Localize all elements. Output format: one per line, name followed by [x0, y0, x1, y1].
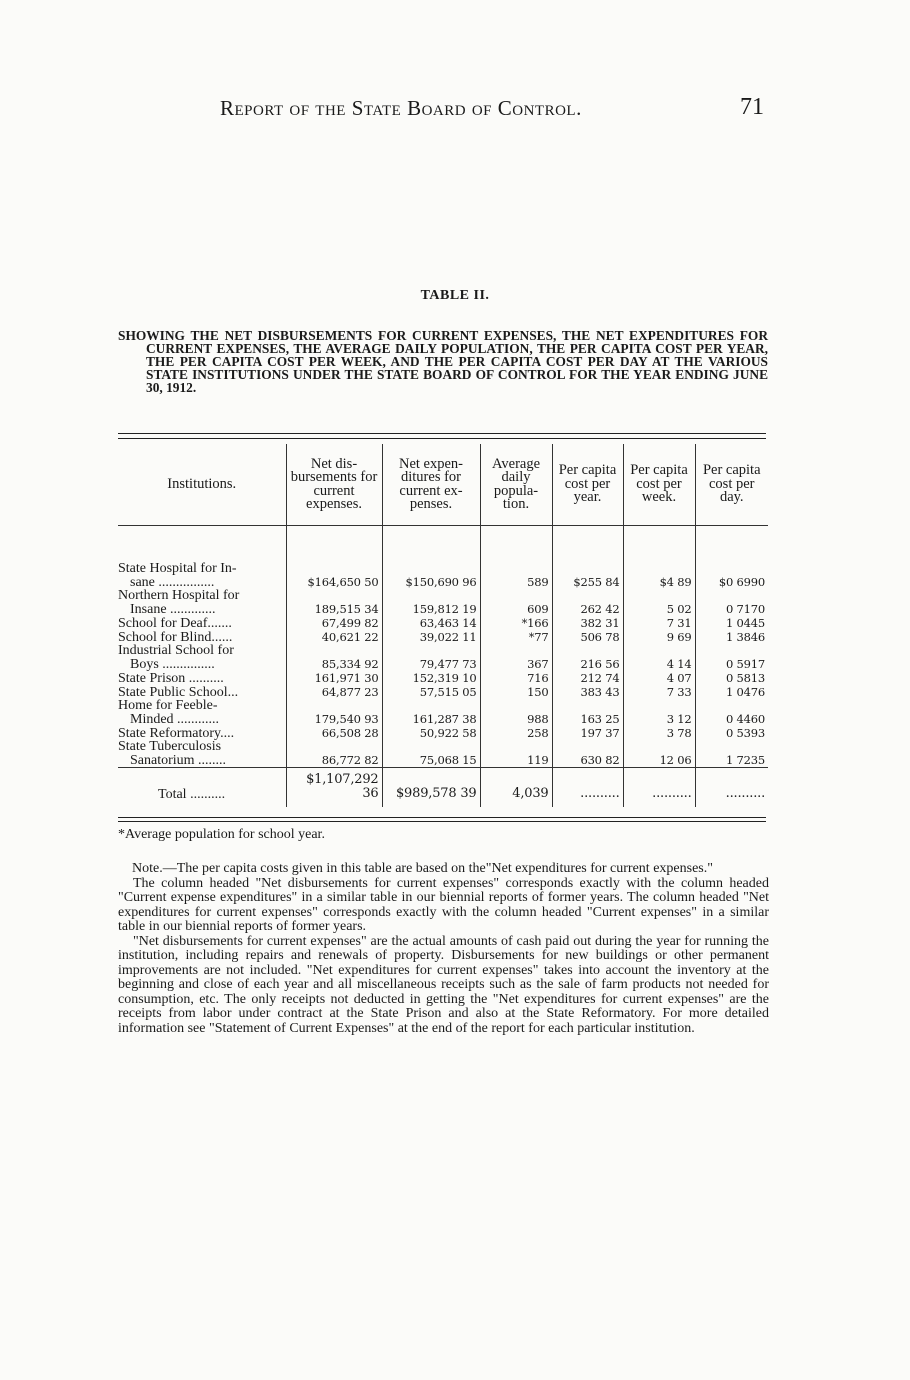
institution-name-line: State Prison ..........: [118, 670, 224, 686]
per-capita-day-cell: 0 5393: [725, 726, 765, 740]
col-header-institutions: Institutions.: [118, 444, 286, 526]
col-header-per-day: Per capita cost per day.: [695, 444, 768, 526]
per-capita-week-cell: 7 31: [623, 616, 695, 630]
net-disbursements-cell: 67,499 82: [286, 616, 382, 630]
per-capita-week-cell: 12 06: [623, 740, 695, 768]
total-expenditures: $989,578 39: [382, 768, 480, 808]
table-row: [118, 616, 768, 630]
institution-name-line: State Hospital for In-: [118, 561, 237, 576]
per-capita-week-cell: $4 89: [623, 562, 695, 589]
institution-name-line: State Public School...: [118, 684, 239, 700]
avg-population-cell: *166: [480, 616, 552, 630]
net-disbursements-cell: $164,650 50: [286, 562, 382, 589]
per-capita-year-cell: $255 84: [552, 562, 623, 589]
institution-name: [118, 740, 286, 768]
institution-name-line: State Reformatory....: [118, 725, 235, 741]
per-capita-day-cell: 0 7170: [725, 602, 765, 616]
table-row: [118, 644, 768, 671]
per-capita-year-cell: 630 82: [552, 740, 623, 768]
total-population: 4,039: [480, 768, 552, 808]
institution-name: [118, 630, 286, 644]
total-per-week: ..........: [623, 768, 695, 808]
institution-name: [118, 699, 286, 726]
net-disbursements-cell: 85,334 92: [286, 644, 382, 671]
per-capita-day-cell: 1 7235: [725, 753, 765, 767]
institution-name: [118, 589, 286, 616]
table-row: [118, 726, 768, 740]
net-expenditures-cell: 57,515 05: [382, 685, 480, 699]
per-capita-year-cell: 212 74: [552, 671, 623, 685]
institution-name-line: Northern Hospital for: [118, 588, 240, 603]
net-disbursements-cell: 161,971 30: [286, 671, 382, 685]
table-row: [118, 740, 768, 768]
table-row: [118, 630, 768, 644]
running-title: Report of the State Board of Control.: [220, 96, 582, 120]
net-expenditures-cell: 79,477 73: [382, 644, 480, 671]
institution-name-line: School for Deaf.......: [118, 615, 232, 631]
note-paragraph: The column headed "Net disbursements for current expenses" corresponds exactly with the column headed "Current expense expenditures" in a similar table in our biennial reports of former years. The column headed "Net expenditures for current expenses" corresponds exactly with the column headed "Current expenses" in a similar table in our biennial reports of former years.: [118, 875, 769, 934]
expense-table: [118, 444, 768, 807]
institution-name: [118, 685, 286, 699]
top-rule-2: [118, 438, 766, 439]
net-disbursements-cell: 66,508 28: [286, 726, 382, 740]
per-capita-year-cell: 216 56: [552, 644, 623, 671]
table-row: [118, 685, 768, 699]
avg-population-cell: 589: [480, 562, 552, 589]
table-row: [118, 589, 768, 616]
avg-population-cell: 150: [480, 685, 552, 699]
net-disbursements-cell: 179,540 93: [286, 699, 382, 726]
per-capita-year-cell: 163 25: [552, 699, 623, 726]
per-capita-day-cell: 0 4460: [725, 712, 765, 726]
note-paragraph: "Net disbursements for current expenses" are the actual amounts of cash paid out during the year for running the institution, including repairs and renewals of property. Disbursements for new buildings or other permanent improvements are not included. "Net expenditures for current expenses" takes into account the inventory at the beginning and close of each year and all miscellaneous receipts such as the sale of farm products not needed for consumption, etc. The only receipts not deducted in getting the "Net expenditures for current expenses" are the receipts from labor under contract at the State Prison and also at the State Reformatory. For more detailed information see "Statement of Current Expenses" at the end of the report for each particular institution.: [118, 933, 769, 1036]
note-paragraph: Note.—The per capita costs given in this table are based on the"Net expenditures for current expenses.": [132, 861, 713, 876]
bottom-rule-2: [118, 821, 766, 822]
avg-population-cell: 988: [480, 699, 552, 726]
per-capita-week-cell: 3 12: [623, 699, 695, 726]
institution-name-line: Insane .............: [130, 601, 216, 617]
per-capita-week-cell: 3 78: [623, 726, 695, 740]
avg-population-cell: 609: [480, 589, 552, 616]
avg-population-cell: 119: [480, 740, 552, 768]
institution-name-line: School for Blind......: [118, 629, 233, 645]
institution-name-line: Boys ...............: [130, 656, 215, 672]
col-header-disbursements: Net dis-bursements for current expenses.: [286, 444, 382, 526]
table-body: [118, 526, 768, 768]
bottom-rule-1: [118, 817, 766, 818]
caption-text: SHOWING THE NET DISBURSEMENTS FOR CURRENT EXPENSES, THE NET EXPENDITURES FOR CURRENT EXPENSES, THE AVERAGE DAILY POPULATION, THE PER CAPITA COST PER YEAR, THE PER CAPITA COST PER WEEK, AND THE PER CAPITA COST PER DAY AT THE VARIOUS STATE INSTITUTIONS UNDER THE STATE BOARD OF CONTROL FOR THE YEAR ENDING JUNE 30, 1912.: [118, 328, 768, 395]
institution-name-line: State Tuberculosis: [118, 739, 222, 754]
total-per-year: ..........: [552, 768, 623, 808]
avg-population-cell: *77: [480, 630, 552, 644]
per-capita-year-cell: 197 37: [552, 726, 623, 740]
per-capita-week-cell: 9 69: [623, 630, 695, 644]
table-row: [118, 562, 768, 589]
col-header-population: Average daily popula-tion.: [480, 444, 552, 526]
per-capita-year-cell: 382 31: [552, 616, 623, 630]
institution-name-line: sane ................: [130, 574, 215, 590]
total-row: [118, 768, 768, 808]
col-header-expenditures: Net expen-ditures for current ex-penses.: [382, 444, 480, 526]
net-expenditures-cell: 161,287 38: [382, 699, 480, 726]
per-capita-day-cell: 0 5813: [725, 671, 765, 685]
avg-population-cell: 367: [480, 644, 552, 671]
institution-name-line: Industrial School for: [118, 643, 234, 658]
per-capita-day-cell: $0 6990: [718, 575, 765, 589]
institution-name: [118, 671, 286, 685]
table-caption: [118, 329, 768, 394]
col-header-per-week: Per capita cost per week.: [623, 444, 695, 526]
institution-name-line: Minded ............: [130, 711, 220, 727]
institution-name-line: Sanatorium ........: [130, 752, 227, 768]
institution-name: [118, 562, 286, 589]
page-number: 71: [740, 94, 764, 120]
net-expenditures-cell: 63,463 14: [382, 616, 480, 630]
institution-name: [118, 726, 286, 740]
net-disbursements-cell: 189,515 34: [286, 589, 382, 616]
institution-name: [118, 644, 286, 671]
net-expenditures-cell: $150,690 96: [382, 562, 480, 589]
per-capita-day-cell: 0 5917: [725, 657, 765, 671]
col-header-per-year: Per capita cost per year.: [552, 444, 623, 526]
net-disbursements-cell: 40,621 22: [286, 630, 382, 644]
net-expenditures-cell: 75,068 15: [382, 740, 480, 768]
per-capita-week-cell: 5 02: [623, 589, 695, 616]
avg-population-cell: 716: [480, 671, 552, 685]
total-label: Total ..........: [118, 768, 286, 808]
avg-population-cell: 258: [480, 726, 552, 740]
net-expenditures-cell: 159,812 19: [382, 589, 480, 616]
total-per-day: ..........: [695, 768, 768, 808]
top-rule-1: [118, 433, 766, 434]
per-capita-day-cell: 1 0445: [725, 616, 765, 630]
total-disbursements: $1,107,292 36: [286, 768, 382, 808]
table-row: [118, 699, 768, 726]
institution-name: [118, 616, 286, 630]
net-expenditures-cell: 50,922 58: [382, 726, 480, 740]
institution-name-line: Home for Feeble-: [118, 698, 218, 713]
net-expenditures-cell: 39,022 11: [382, 630, 480, 644]
per-capita-week-cell: 4 07: [623, 671, 695, 685]
spacer-row: [118, 526, 768, 563]
table-header-row: [118, 444, 768, 526]
net-disbursements-cell: 86,772 82: [286, 740, 382, 768]
per-capita-year-cell: 506 78: [552, 630, 623, 644]
per-capita-year-cell: 383 43: [552, 685, 623, 699]
table-row: [118, 671, 768, 685]
per-capita-day-cell: 1 3846: [725, 630, 765, 644]
footnote: *Average population for school year.: [118, 827, 325, 842]
notes-section: [118, 862, 769, 1036]
net-disbursements-cell: 64,877 23: [286, 685, 382, 699]
per-capita-day-cell: 1 0476: [725, 685, 765, 699]
per-capita-week-cell: 4 14: [623, 644, 695, 671]
table-title: TABLE II.: [420, 288, 490, 303]
per-capita-year-cell: 262 42: [552, 589, 623, 616]
net-expenditures-cell: 152,319 10: [382, 671, 480, 685]
per-capita-week-cell: 7 33: [623, 685, 695, 699]
